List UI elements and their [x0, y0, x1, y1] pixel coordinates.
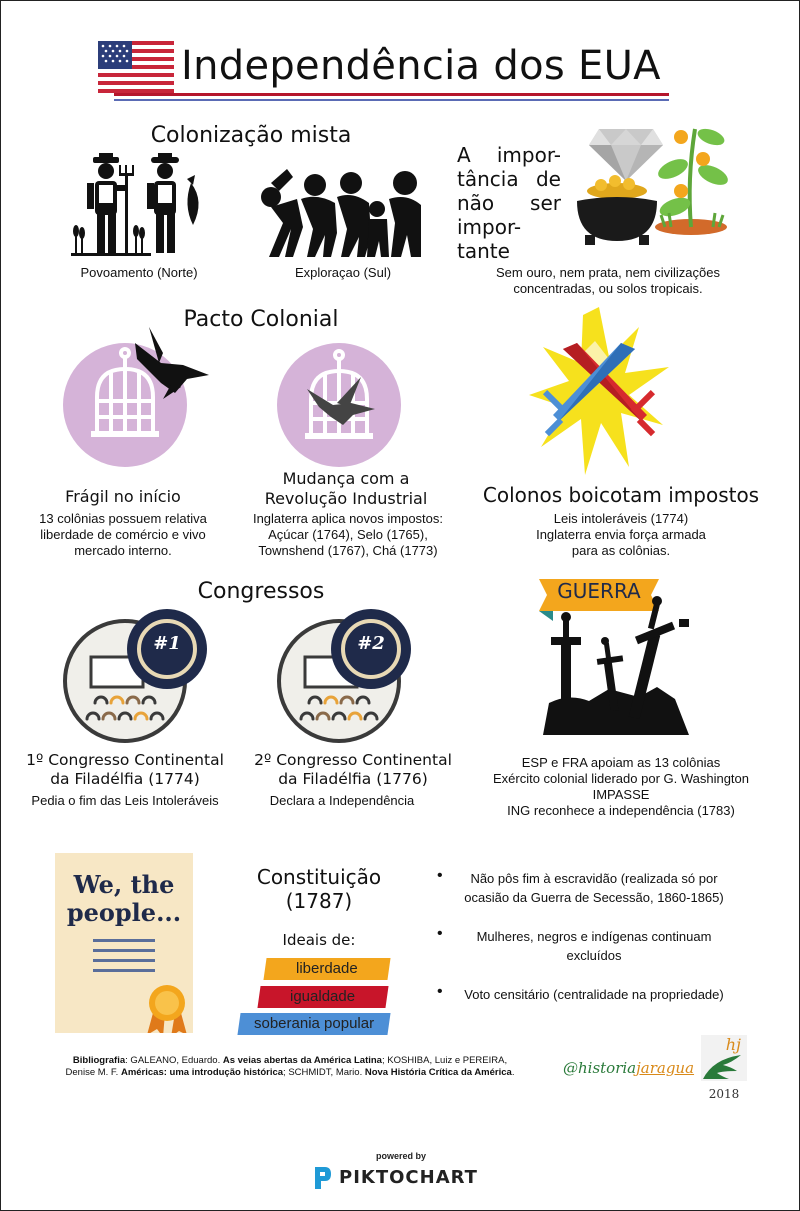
section-title-colonizacao: Colonização mista	[150, 123, 352, 148]
mudanca-line-1: Inglaterra aplica novos impostos:	[252, 511, 444, 526]
bib-text-5: .	[511, 1067, 515, 1078]
caption-povoamento: Povoamento (Norte)	[80, 265, 198, 280]
boicote-line-1: Leis intoleráveis (1774)	[553, 511, 689, 526]
usa-flag-icon	[98, 41, 174, 93]
mudanca-title-line-1: Mudança com a	[282, 469, 410, 488]
importancia-title	[457, 143, 561, 263]
congress-2-icon	[277, 607, 427, 743]
congress-2-title-line-2: da Filadélfia (1776)	[278, 770, 428, 788]
fragil-title: Frágil no início	[65, 487, 181, 506]
guerra-line-4: ING reconhece a independência (1783)	[507, 803, 735, 818]
congress-1-icon	[63, 607, 213, 743]
mudanca-line-2: Açúcar (1764), Selo (1765),	[268, 527, 428, 542]
importancia-caption-line-1: Sem ouro, nem prata, nem civilizações	[496, 265, 720, 280]
header-rule-blue	[114, 99, 669, 101]
boicote-caption	[471, 511, 771, 559]
bullet-item-1: • Não pôs fim à escravidão (realizada só por ocasião da Guerra de Secessão, 1860-1865)	[449, 869, 739, 907]
handle-prefix: @historia	[563, 1059, 637, 1077]
mudanca-title	[241, 469, 451, 509]
bibliografia	[55, 1055, 525, 1079]
bib-book-2: Américas: uma introdução histórica	[120, 1067, 284, 1078]
importancia-line-1: A impor-	[457, 143, 561, 167]
section-title-pacto: Pacto Colonial	[183, 307, 339, 332]
importancia-line-2: tância de	[457, 167, 561, 191]
bullet-item-2: • Mulheres, negros e indígenas continuam excluídos	[449, 927, 739, 965]
ideal-tag-liberdade	[263, 958, 390, 980]
fragil-line-3: mercado interno.	[74, 543, 172, 558]
importancia-caption	[463, 265, 753, 297]
bib-book-1: As veias abertas da América Latina	[222, 1055, 382, 1066]
boicote-line-3: para as colônias.	[571, 543, 671, 558]
bib-label: Bibliografia	[72, 1055, 126, 1066]
guerra-banner: GUERRA	[557, 579, 641, 603]
handle-suffix: jaragua	[636, 1059, 695, 1077]
section-title-congressos: Congressos	[197, 579, 325, 604]
congress-1-title-line-1: 1º Congresso Continental	[26, 751, 224, 769]
bib-text-3: Denise M. F.	[65, 1067, 121, 1078]
badge-1-label: #1	[153, 633, 181, 654]
scroll-lines-seal-icon	[55, 853, 193, 1033]
treasure-icon	[571, 109, 731, 251]
brand-year: 2018	[708, 1087, 740, 1101]
fragil-line-2: liberdade de comércio e vivo	[40, 527, 206, 542]
constituicao-title-line-2: (1787)	[285, 889, 353, 913]
piktochart-brand[interactable]: PIKTOCHART	[339, 1167, 478, 1188]
migrants-icon	[257, 163, 423, 259]
ideal-label-liberdade: liberdade	[296, 960, 358, 977]
congress-2-title-line-1: 2º Congresso Continental	[254, 751, 452, 769]
caption-exploracao: Exploraçao (Sul)	[294, 265, 392, 280]
guerra-line-3: IMPASSE	[592, 787, 650, 802]
open-cage-bird-icon	[63, 323, 213, 483]
congress-1-title-line-2: da Filadélfia (1774)	[50, 770, 200, 788]
bib-text-1: : GALEANO, Eduardo.	[125, 1055, 223, 1066]
ideais-label: Ideais de:	[282, 931, 356, 949]
importancia-caption-line-2: concentradas, ou solos tropicais.	[513, 281, 703, 296]
scroll-text-line-2: people...	[66, 898, 182, 927]
mudanca-title-line-2: Revolução Industrial	[264, 489, 428, 508]
caged-bird-icon	[277, 343, 407, 471]
instagram-handle[interactable]	[563, 1059, 694, 1077]
guerra-line-1: ESP e FRA apoiam as 13 colônias	[521, 755, 721, 770]
importancia-line-4: impor-	[457, 215, 522, 239]
bib-book-3: Nova História Crítica da América	[364, 1067, 512, 1078]
header-rule-red	[114, 93, 669, 96]
fragil-caption	[13, 511, 233, 559]
guerra-caption	[461, 755, 781, 819]
piktochart-logo-icon[interactable]	[311, 1165, 333, 1191]
logo-letters: hj	[725, 1035, 741, 1054]
congress-1-title	[15, 751, 235, 789]
congress-2-caption: Declara a Independência	[269, 793, 415, 808]
scroll-text-line-1: We, the	[73, 870, 175, 899]
mudanca-line-3: Townshend (1767), Chá (1773)	[258, 543, 438, 558]
ideal-tag-soberania	[237, 1013, 390, 1035]
leaf-logo-icon	[701, 1049, 747, 1081]
mudanca-caption	[233, 511, 463, 559]
constitution-scroll	[55, 853, 193, 1033]
bib-text-2: ; KOSHIBA, Luiz e PEREIRA,	[381, 1055, 508, 1066]
importancia-line-3: não ser	[457, 191, 561, 215]
bullet-item-3: • Voto censitário (centralidade na propriedade)	[449, 985, 739, 1004]
ideal-label-soberania: soberania popular	[253, 1015, 375, 1032]
page-title: Independência dos EUA	[181, 43, 661, 89]
ideal-tag-igualdade	[257, 986, 388, 1008]
bib-text-4: ; SCHMIDT, Mario.	[283, 1067, 365, 1078]
guerra-line-2: Exército colonial liderado por G. Washington	[492, 771, 750, 786]
brand-logo	[701, 1035, 747, 1081]
importancia-line-5: tante	[457, 239, 510, 263]
constituicao-title	[239, 865, 399, 913]
farmers-icon	[71, 153, 219, 263]
ideal-label-igualdade: igualdade	[290, 988, 356, 1005]
constituicao-title-line-1: Constituição	[256, 865, 382, 889]
crossed-swords-icon	[529, 307, 669, 477]
powered-by-label: powered by	[375, 1151, 426, 1161]
congress-2-title	[243, 751, 463, 789]
congress-1-caption: Pedia o fim das Leis Intoleráveis	[31, 793, 219, 808]
fragil-line-1: 13 colônias possuem relativa	[39, 511, 207, 526]
badge-2-label: #2	[357, 633, 385, 654]
constituicao-bullets	[449, 869, 739, 1024]
boicote-title: Colonos boicotam impostos	[482, 483, 760, 507]
boicote-line-2: Inglaterra envia força armada	[536, 527, 706, 542]
